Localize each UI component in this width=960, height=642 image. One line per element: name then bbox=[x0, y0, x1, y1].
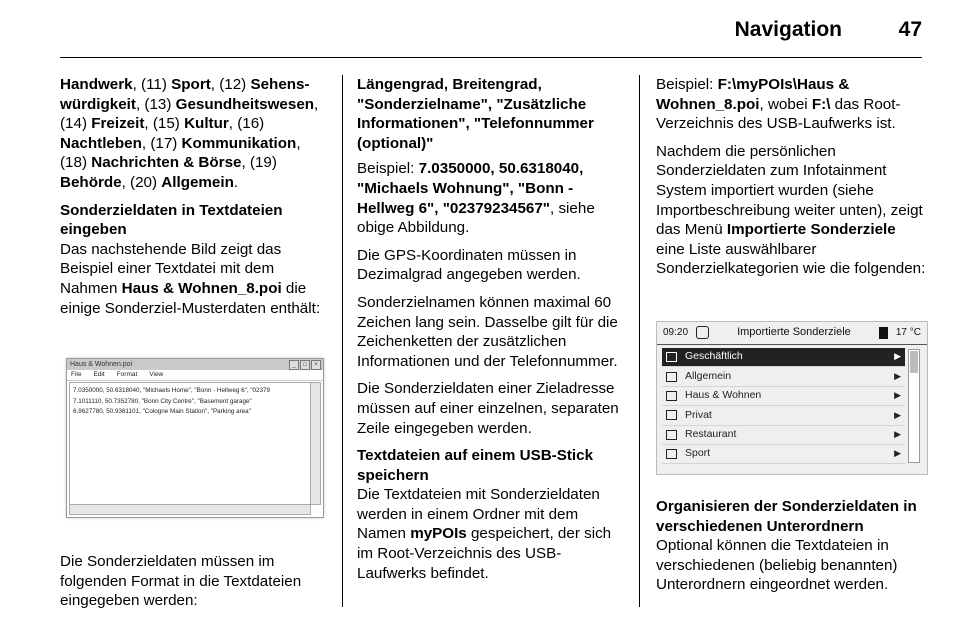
category-item[interactable] bbox=[662, 426, 905, 445]
format-heading: Längengrad, Breitengrad, "Sonderzielname", "Zusätzliche Informationen", "Telefonnummer (optional)" bbox=[357, 76, 594, 152]
text-run: , siehe obige Abbildung. bbox=[357, 199, 595, 237]
clock: 09:20 bbox=[663, 327, 689, 339]
category-item[interactable] bbox=[662, 387, 905, 406]
bold-text: Kommunikation bbox=[181, 134, 297, 152]
phone-icon bbox=[879, 327, 888, 339]
bold-text: Sport bbox=[171, 76, 211, 93]
bold-text: Gesundheitswesen bbox=[175, 95, 315, 113]
column-divider bbox=[342, 75, 343, 607]
chevron-right-icon: ▶ bbox=[894, 428, 901, 439]
text-run: gespeichert, der sich im Root-Verzeichnis des USB-Laufwerks befindet. bbox=[357, 525, 612, 582]
bold-text: Behörde bbox=[60, 173, 122, 191]
bold-text: Freizeit bbox=[91, 115, 145, 133]
category-item[interactable] bbox=[662, 445, 905, 464]
line-paragraph: Die Sonderzieldaten einer Zieladresse müssen auf einer einzelnen, separaten Zeile eingegeben werden. bbox=[357, 380, 619, 437]
text-run: , (12) bbox=[210, 76, 251, 93]
infotainment-screen bbox=[656, 321, 928, 475]
bold-text: myPOIs bbox=[410, 525, 467, 543]
intro-paragraph bbox=[60, 240, 328, 318]
text-run: Beispiel: bbox=[656, 76, 718, 93]
text-run: eine Liste auswählbarer Sonderzielkategorien wie die folgenden: bbox=[656, 240, 926, 278]
chevron-right-icon: ▶ bbox=[894, 448, 901, 459]
page-title: Navigation bbox=[734, 18, 842, 41]
text-run: Beispiel: bbox=[357, 160, 419, 178]
close-icon: × bbox=[311, 360, 321, 370]
category-icon bbox=[666, 391, 677, 401]
category-icon bbox=[666, 410, 677, 420]
column-divider bbox=[639, 75, 640, 607]
notepad-window bbox=[66, 358, 324, 518]
text-run: Nachdem die persönlichen Sonderzieldaten zum Infotainment System importiert wurden (siehe Importbeschreibung weiter unten), zeigt das Menü bbox=[656, 142, 923, 239]
chevron-right-icon: ▶ bbox=[894, 351, 901, 362]
menu-format: Format bbox=[116, 371, 138, 379]
bold-text: Haus & Wohnen_8.poi bbox=[121, 279, 282, 297]
text-run: , (16) bbox=[228, 115, 265, 133]
maximize-icon: □ bbox=[300, 360, 310, 370]
chevron-right-icon: ▶ bbox=[894, 370, 901, 381]
back-icon bbox=[696, 326, 709, 339]
notepad-text-area bbox=[69, 382, 311, 505]
page-number: 47 bbox=[898, 18, 922, 41]
text-run: , (15) bbox=[144, 115, 185, 133]
category-item[interactable] bbox=[662, 348, 905, 367]
category-list bbox=[662, 348, 905, 464]
bold-text: Kultur bbox=[184, 115, 229, 133]
column-3 bbox=[656, 75, 926, 603]
text-run: Das nachstehende Bild zeigt das Beispiel einer Textdatei mit dem Nahmen bbox=[60, 240, 282, 297]
infotainment-screenshot bbox=[656, 291, 926, 487]
subfolder-paragraph: Optional können die Textdateien in verschiedenen (beliebig benannten) Unterordnern eingeordnet werden. bbox=[656, 537, 898, 594]
bold-text: F:\myPOIs\Haus & Wohnen_8.poi bbox=[656, 76, 850, 113]
minimize-icon: _ bbox=[289, 360, 299, 370]
section-heading: Sonderzieldaten in Textdateien eingeben bbox=[60, 201, 283, 239]
category-label: Sport bbox=[685, 447, 711, 460]
text-run: , wobei bbox=[759, 95, 812, 113]
screen-title: Importierte Sonderziele bbox=[737, 326, 851, 339]
vertical-scrollbar bbox=[310, 382, 321, 505]
category-label: Haus & Wohnen bbox=[685, 389, 762, 402]
menu-view: View bbox=[149, 371, 164, 379]
screen-scrollbar bbox=[908, 349, 920, 463]
example-paragraph bbox=[357, 159, 627, 237]
text-run: , (13) bbox=[135, 95, 176, 113]
chevron-right-icon: ▶ bbox=[894, 409, 901, 420]
column-1 bbox=[60, 75, 328, 619]
poi-line: 6.9627780, 50.9361101, "Cologne Main Station", "Parking area" bbox=[73, 408, 251, 416]
notepad-title: Haus & Wohnen.poi bbox=[70, 361, 133, 369]
menu-file: File bbox=[71, 371, 82, 379]
category-icon bbox=[666, 372, 677, 382]
temperature: 17 °C bbox=[895, 327, 921, 339]
usb-paragraph bbox=[357, 485, 627, 583]
poi-line: 7.0350000, 50.6318040, "Michaels Home", "Bonn - Hellweg 6", "02379 bbox=[73, 387, 271, 395]
bold-text: 7.0350000, 50.6318040, "Michaels Wohnung", "Bonn - Hellweg 6", "02379234567" bbox=[357, 160, 584, 217]
text-run: , (20) bbox=[121, 173, 162, 191]
screen-status-bar bbox=[657, 322, 927, 345]
length-paragraph: Sonderzielnamen können maximal 60 Zeichen lang sein. Dasselbe gilt für die Zeichenketten der zusätzlichen Informationen und der Telefonnummer. bbox=[357, 293, 618, 370]
page-header bbox=[0, 0, 960, 60]
chevron-right-icon: ▶ bbox=[894, 390, 901, 401]
category-item[interactable] bbox=[662, 367, 905, 386]
category-icon bbox=[666, 430, 677, 440]
category-label: Geschäftlich bbox=[685, 350, 743, 363]
category-label: Restaurant bbox=[685, 427, 737, 440]
bold-text: Importierte Sonderziele bbox=[726, 221, 896, 239]
category-item[interactable] bbox=[662, 406, 905, 425]
text-run: die einige Sonderziel-Musterdaten enthält: bbox=[60, 279, 321, 317]
column-2 bbox=[357, 75, 627, 591]
bold-text: Nachtleben bbox=[60, 134, 142, 152]
bold-text: Nachrichten & Börse bbox=[91, 154, 242, 172]
path-example-paragraph bbox=[656, 75, 926, 134]
text-run: das Root-Verzeichnis des USB-Laufwerks ist. bbox=[656, 95, 901, 133]
notepad-screenshot bbox=[60, 328, 328, 540]
gps-paragraph: Die GPS-Koordinaten müssen in Dezimalgrad angegeben werden. bbox=[357, 246, 581, 284]
category-label: Allgemein bbox=[685, 369, 732, 382]
import-paragraph bbox=[656, 142, 926, 279]
horizontal-scrollbar bbox=[69, 504, 311, 515]
bold-text: Handwerk bbox=[60, 76, 133, 93]
subfolder-heading: Organisieren der Sonderzieldaten in verschiedenen Unterordnern bbox=[656, 497, 917, 535]
text-run: , (18) bbox=[60, 134, 301, 172]
bold-text: Allgemein bbox=[161, 173, 234, 191]
category-icon bbox=[666, 352, 677, 362]
header-rule bbox=[60, 57, 922, 58]
format-paragraph: Die Sonderzieldaten müssen im folgenden Format in die Textdateien eingegeben werden: bbox=[60, 553, 302, 610]
menu-edit: Edit bbox=[93, 371, 105, 379]
category-list-paragraph bbox=[60, 75, 328, 193]
bold-text: Sehens-würdigkeit bbox=[60, 76, 310, 113]
usb-heading: Textdateien auf einem USB-Stick speichern bbox=[357, 447, 594, 484]
category-icon bbox=[666, 449, 677, 459]
category-label: Privat bbox=[685, 408, 712, 421]
text-run: , (19) bbox=[241, 154, 277, 172]
bold-text: F:\ bbox=[811, 95, 831, 113]
text-run: Die Textdateien mit Sonderzieldaten werden in einem Ordner mit dem Namen bbox=[357, 486, 600, 543]
text-run: , (11) bbox=[132, 76, 172, 93]
text-run: , (17) bbox=[141, 134, 182, 152]
text-run: , (14) bbox=[60, 95, 319, 133]
notepad-menu bbox=[67, 370, 323, 381]
scrollbar-thumb bbox=[910, 351, 918, 373]
notepad-titlebar bbox=[67, 359, 323, 370]
poi-line: 7.1011110, 50.7352780, "Bonn City Centre", "Basement garage" bbox=[73, 397, 252, 405]
text-run: . bbox=[233, 173, 239, 191]
